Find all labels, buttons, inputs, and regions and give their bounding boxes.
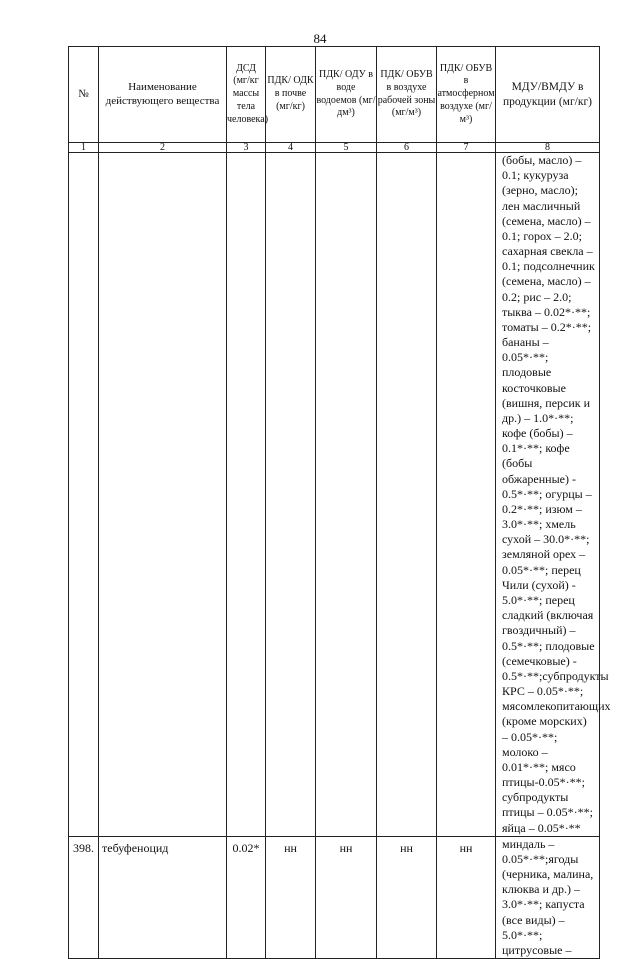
header-soil-limit: ПДК/ ОДК в почве (мг/кг) [266,47,316,143]
column-number: 3 [227,143,266,153]
header-number: № [69,47,99,143]
column-number: 7 [437,143,496,153]
cell-workzone-air-limit: нн [377,836,437,958]
page-number: 84 [313,31,327,46]
column-number: 2 [99,143,227,153]
header-row [69,47,600,143]
header-water-limit: ПДК/ ОДУ в воде водоемов (мг/дм³) [316,47,377,143]
cell-workzone-empty [377,153,437,837]
cell-product-mrl: миндаль – 0.05*·**;ягоды (черника, малина, клюква и др.) – 3.0*·**; капуста (все виды) – 5.0*·**; цитрусовые – [496,836,600,958]
cell-dsd-empty [227,153,266,837]
cell-water-limit: нн [316,836,377,958]
column-number-row [69,143,600,153]
table-row [69,153,600,837]
cell-soil-limit: нн [266,836,316,958]
cell-water-empty [316,153,377,837]
cell-atmospheric-air-limit: нн [437,836,496,958]
cell-substance-empty [99,153,227,837]
header-substance-name: Наименование действующего вещества [99,47,227,143]
column-number: 8 [496,143,600,153]
header-workzone-air-limit: ПДК/ ОБУВ в воздухе рабочей зоны (мг/м³) [377,47,437,143]
table-row [69,836,600,958]
column-number: 1 [69,143,99,153]
cell-mrl-continuation: (бобы, масло) – 0.1; кукуруза (зерно, масло); лен масличный (семена, масло) – 0.1; горох – 2.0; сахарная свекла – 0.1; подсолнечник (семена, масло) – 0.2; рис – 2.0; тыква – 0.02*·**; томаты – 0.2*·**; бананы – 0.05*·**; плодовые косточковые (вишня, персик и др.) – 1.0*·**; кофе (бобы) – 0.1*·**; кофе (бобы обжаренные) - 0.5*·**; огурцы – 0.2*·**; изюм – 3.0*·**; хмель сухой – 30.0*·**; земляной орех – 0.05*·**; перец Чили (сухой) - 5.0*·**; перец сладкий (включая гвоздичный) – 0.5*·**; плодовые (семечковые) - 0.5*·**;субпродукты КРС – 0.05*·**; мясомлекопитающих (кроме морских) – 0.05*·**; молоко – 0.01*·**; мясо птицы-0.05*·**; субпродукты птицы – 0.05*·**; яйца – 0.05*·** [496,153,600,837]
cell-substance-name: тебуфеноцид [99,836,227,958]
header-dsd: ДСД (мг/кг массы тела человека) [227,47,266,143]
cell-soil-empty [266,153,316,837]
cell-number-empty [69,153,99,837]
substances-table [68,46,611,959]
cell-row-number: 398. [69,836,99,958]
header-atmospheric-air-limit: ПДК/ ОБУВ в атмосферном воздухе (мг/м³) [437,47,496,143]
column-number: 6 [377,143,437,153]
cell-dsd: 0.02* [227,836,266,958]
header-product-mrl: МДУ/ВМДУ в продукции (мг/кг) [496,47,600,143]
column-number: 4 [266,143,316,153]
cell-atmosphere-empty [437,153,496,837]
column-number: 5 [316,143,377,153]
